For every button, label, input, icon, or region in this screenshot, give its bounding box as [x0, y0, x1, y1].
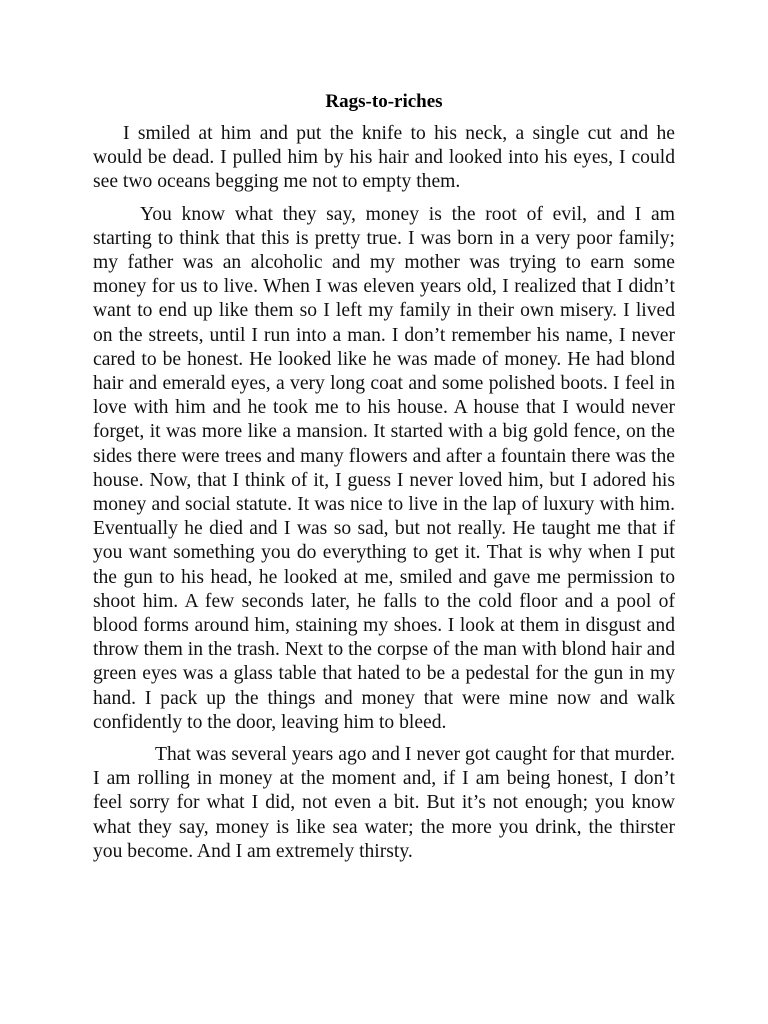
document-title: Rags-to-riches [325, 91, 443, 112]
document-body [93, 122, 675, 872]
paragraph-2: You know what they say, money is the root of evil, and I am starting to think that this is pretty true. I was born in a very poor family; my father was an alcoholic and my mother was trying to earn some money for us to live. When I was eleven years old, I realized that I didn’t want to end up like them so I left my family in their own misery. I lived on the streets, until I run into a man. I don’t remember his name, I never cared to be honest. He looked like he was made of money. He had blond hair and emerald eyes, a very long coat and some polished boots. I feel in love with him and he took me to his house. A house that I would never forget, it was more like a mansion. It started with a big gold fence, on the sides there were trees and many flowers and after a fountain there was the house. Now, that I think of it, I guess I never loved him, but I adored his money and social statute. It was nice to live in the lap of luxury with him. Eventually he died and I was so sad, but not really. He taught me that if you want something you do everything to get it. That is why when I put the gun to his head, he looked at me, smiled and gave me permission to shoot him. A few seconds later, he falls to the cold floor and a pool of blood forms around him, staining my shoes. I look at them in disgust and throw them in the trash. Next to the corpse of the man with blond hair and green eyes was a glass table that hated to be a pedestal for the gun in my hand. I pack up the things and money that were mine now and walk confidently to the door, leaving him to bleed. [93, 203, 675, 733]
paragraph-3: That was several years ago and I never got caught for that murder. I am rolling in money at the moment and, if I am being honest, I don’t feel sorry for what I did, not even a bit. But it’s not enough; you know what they say, money is like sea water; the more you drink, the thirster you become. And I am extremely thirsty. [93, 744, 675, 862]
paragraph-1: I smiled at him and put the knife to his neck, a single cut and he would be dead. I pulled him by his hair and looked into his eyes, I could see two oceans begging me not to empty them. [93, 123, 675, 193]
